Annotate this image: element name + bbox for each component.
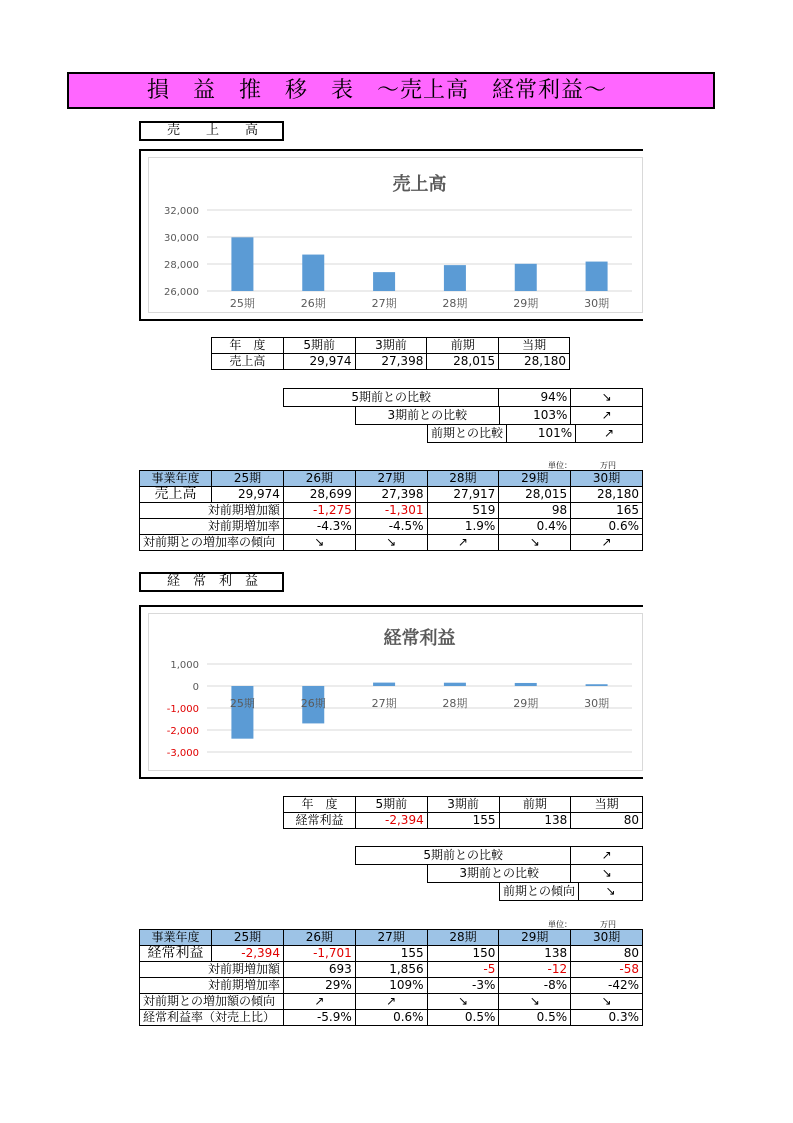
compare-label: 3期前との比較 bbox=[356, 407, 500, 425]
sales-compare-row-5 bbox=[283, 388, 643, 407]
x-tick-label: 26期 bbox=[300, 297, 326, 310]
compare-label: 5期前との比較 bbox=[356, 847, 571, 865]
detail-cell: 0.3% bbox=[571, 1010, 643, 1026]
detail-cell: 28,180 bbox=[571, 487, 643, 503]
detail-header: 27期 bbox=[355, 471, 427, 487]
summary-header: 前期 bbox=[499, 797, 571, 813]
profit-section-label: 経 常 利 益 bbox=[139, 572, 284, 592]
detail-header: 27期 bbox=[355, 930, 427, 946]
sales-summary-table bbox=[211, 337, 570, 370]
summary-cell: -2,394 bbox=[355, 813, 427, 829]
summary-header: 年 度 bbox=[212, 338, 284, 354]
y-tick-label: -3,000 bbox=[166, 748, 199, 759]
detail-row-label: 経常利益率（対売上比） bbox=[140, 1010, 284, 1026]
sales-section-label: 売 上 高 bbox=[139, 121, 284, 141]
trend-arrow: ↗ bbox=[283, 994, 355, 1010]
compare-label: 5期前との比較 bbox=[284, 389, 499, 407]
summary-header: 3期前 bbox=[427, 797, 499, 813]
chart-bar bbox=[515, 264, 537, 291]
summary-cell: 28,180 bbox=[499, 354, 570, 370]
chart-bar bbox=[373, 683, 395, 686]
y-tick-label: -1,000 bbox=[166, 704, 199, 715]
y-tick-label: 30,000 bbox=[164, 233, 199, 244]
detail-cell: 28,699 bbox=[283, 487, 355, 503]
chart-bar bbox=[444, 265, 466, 291]
summary-row-label: 売上高 bbox=[212, 354, 284, 370]
detail-cell: 0.5% bbox=[499, 1010, 571, 1026]
summary-header: 5期前 bbox=[283, 338, 355, 354]
trend-arrow: ↗ bbox=[571, 535, 643, 551]
profit-unit-value: 万円 bbox=[600, 920, 616, 929]
chart-bar bbox=[586, 262, 608, 291]
compare-value: 103% bbox=[499, 407, 571, 425]
summary-row-label: 経常利益 bbox=[284, 813, 356, 829]
trend-arrow: ↘ bbox=[499, 535, 571, 551]
sales-unit-label: 単位： bbox=[548, 461, 572, 470]
detail-header: 26期 bbox=[283, 471, 355, 487]
chart-title: 経常利益 bbox=[383, 628, 456, 649]
summary-cell: 27,398 bbox=[355, 354, 427, 370]
trend-arrow: ↘ bbox=[283, 535, 355, 551]
sales-chart bbox=[149, 158, 644, 316]
x-tick-label: 25期 bbox=[229, 697, 255, 710]
compare-label: 前期との比較 bbox=[428, 425, 507, 443]
detail-row-label: 売上高 bbox=[140, 487, 212, 503]
detail-header: 28期 bbox=[427, 471, 499, 487]
x-tick-label: 27期 bbox=[371, 697, 397, 710]
chart-title: 売上高 bbox=[392, 174, 447, 195]
detail-cell: 98 bbox=[499, 503, 571, 519]
compare-label: 前期との傾向 bbox=[500, 883, 579, 901]
x-tick-label: 27期 bbox=[371, 297, 397, 310]
detail-cell: 155 bbox=[355, 946, 427, 962]
detail-cell: -3% bbox=[427, 978, 499, 994]
detail-row-label: 対前期増加額 bbox=[140, 962, 284, 978]
summary-header: 当期 bbox=[571, 797, 643, 813]
x-tick-label: 30期 bbox=[584, 297, 610, 310]
compare-arrow: ↗ bbox=[571, 407, 643, 425]
page-title: 損 益 推 移 表 ～売上高 経常利益～ bbox=[67, 72, 715, 109]
trend-arrow: ↘ bbox=[355, 535, 427, 551]
summary-header: 前期 bbox=[427, 338, 499, 354]
profit-compare-row-5 bbox=[355, 846, 643, 865]
compare-label: 3期前との比較 bbox=[428, 865, 571, 883]
chart-bar bbox=[231, 237, 253, 291]
detail-cell: 1.9% bbox=[427, 519, 499, 535]
summary-header: 3期前 bbox=[355, 338, 427, 354]
detail-cell: 27,398 bbox=[355, 487, 427, 503]
summary-cell: 138 bbox=[499, 813, 571, 829]
detail-row-label: 対前期増加額 bbox=[140, 503, 284, 519]
detail-cell: -8% bbox=[499, 978, 571, 994]
sales-compare-row-1 bbox=[427, 424, 643, 443]
compare-value: 94% bbox=[499, 389, 571, 407]
detail-cell: 138 bbox=[499, 946, 571, 962]
summary-header: 当期 bbox=[499, 338, 570, 354]
profit-unit-label: 単位： bbox=[548, 920, 572, 929]
detail-cell: -4.3% bbox=[283, 519, 355, 535]
compare-arrow: ↘ bbox=[579, 883, 643, 901]
detail-header: 29期 bbox=[499, 930, 571, 946]
detail-row-label: 対前期との増加額の傾向 bbox=[140, 994, 284, 1010]
chart-bar bbox=[373, 272, 395, 291]
y-tick-label: 32,000 bbox=[164, 206, 199, 217]
compare-arrow: ↘ bbox=[571, 865, 643, 883]
y-tick-label: 28,000 bbox=[164, 260, 199, 271]
detail-header: 30期 bbox=[571, 471, 643, 487]
x-tick-label: 26期 bbox=[300, 697, 326, 710]
y-tick-label: 0 bbox=[192, 682, 199, 693]
summary-header: 年 度 bbox=[284, 797, 356, 813]
x-tick-label: 29期 bbox=[513, 697, 539, 710]
x-tick-label: 29期 bbox=[513, 297, 539, 310]
trend-arrow: ↗ bbox=[355, 994, 427, 1010]
y-tick-label: 1,000 bbox=[170, 660, 199, 671]
detail-cell: 29% bbox=[283, 978, 355, 994]
detail-header: 26期 bbox=[283, 930, 355, 946]
trend-arrow: ↗ bbox=[427, 535, 499, 551]
detail-cell: -1,275 bbox=[283, 503, 355, 519]
sales-compare-row-3 bbox=[355, 406, 643, 425]
detail-cell: 150 bbox=[427, 946, 499, 962]
profit-chart bbox=[149, 614, 644, 774]
compare-value: 101% bbox=[507, 425, 576, 443]
profit-summary-table bbox=[283, 796, 643, 829]
summary-cell: 29,974 bbox=[283, 354, 355, 370]
profit-chart-frame bbox=[139, 605, 643, 779]
compare-arrow: ↗ bbox=[576, 425, 643, 443]
x-tick-label: 30期 bbox=[584, 697, 610, 710]
detail-cell: 0.6% bbox=[571, 519, 643, 535]
summary-cell: 80 bbox=[571, 813, 643, 829]
detail-cell: 165 bbox=[571, 503, 643, 519]
sales-detail-table bbox=[139, 470, 643, 551]
profit-compare-row-3 bbox=[427, 864, 643, 883]
detail-cell: 0.5% bbox=[427, 1010, 499, 1026]
detail-cell: 80 bbox=[571, 946, 643, 962]
detail-cell: 0.6% bbox=[355, 1010, 427, 1026]
compare-arrow: ↗ bbox=[571, 847, 643, 865]
detail-row-label: 対前期増加率 bbox=[140, 519, 284, 535]
detail-row-label: 対前期増加率 bbox=[140, 978, 284, 994]
detail-header: 25期 bbox=[211, 930, 283, 946]
chart-bar bbox=[586, 684, 608, 686]
detail-cell: -5.9% bbox=[283, 1010, 355, 1026]
detail-cell: -1,701 bbox=[283, 946, 355, 962]
detail-header: 25期 bbox=[211, 471, 283, 487]
summary-header: 5期前 bbox=[355, 797, 427, 813]
summary-cell: 155 bbox=[427, 813, 499, 829]
detail-header: 28期 bbox=[427, 930, 499, 946]
x-tick-label: 28期 bbox=[442, 297, 468, 310]
detail-cell: -58 bbox=[571, 962, 643, 978]
detail-cell: 27,917 bbox=[427, 487, 499, 503]
detail-cell: -5 bbox=[427, 962, 499, 978]
detail-cell: 29,974 bbox=[211, 487, 283, 503]
detail-header: 30期 bbox=[571, 930, 643, 946]
detail-header: 29期 bbox=[499, 471, 571, 487]
profit-compare-row-1 bbox=[499, 882, 643, 901]
detail-row-label: 経常利益 bbox=[140, 946, 212, 962]
detail-cell: -12 bbox=[499, 962, 571, 978]
detail-row-label: 対前期との増加率の傾向 bbox=[140, 535, 284, 551]
detail-cell: -1,301 bbox=[355, 503, 427, 519]
detail-cell: 519 bbox=[427, 503, 499, 519]
chart-bar bbox=[302, 255, 324, 291]
compare-arrow: ↘ bbox=[571, 389, 643, 407]
y-tick-label: -2,000 bbox=[166, 726, 199, 737]
y-tick-label: 26,000 bbox=[164, 287, 199, 298]
detail-cell: 28,015 bbox=[499, 487, 571, 503]
profit-detail-table bbox=[139, 929, 643, 1026]
detail-cell: -4.5% bbox=[355, 519, 427, 535]
detail-cell: -42% bbox=[571, 978, 643, 994]
chart-bar bbox=[515, 683, 537, 686]
trend-arrow: ↘ bbox=[427, 994, 499, 1010]
summary-cell: 28,015 bbox=[427, 354, 499, 370]
sales-unit-value: 万円 bbox=[600, 461, 616, 470]
x-tick-label: 25期 bbox=[229, 297, 255, 310]
trend-arrow: ↘ bbox=[571, 994, 643, 1010]
sales-chart-frame bbox=[139, 149, 643, 321]
detail-cell: 0.4% bbox=[499, 519, 571, 535]
detail-cell: 693 bbox=[283, 962, 355, 978]
detail-header: 事業年度 bbox=[140, 471, 212, 487]
detail-cell: 1,856 bbox=[355, 962, 427, 978]
detail-header: 事業年度 bbox=[140, 930, 212, 946]
trend-arrow: ↘ bbox=[499, 994, 571, 1010]
x-tick-label: 28期 bbox=[442, 697, 468, 710]
chart-bar bbox=[444, 683, 466, 686]
detail-cell: -2,394 bbox=[211, 946, 283, 962]
chart-bar bbox=[231, 686, 253, 739]
detail-cell: 109% bbox=[355, 978, 427, 994]
